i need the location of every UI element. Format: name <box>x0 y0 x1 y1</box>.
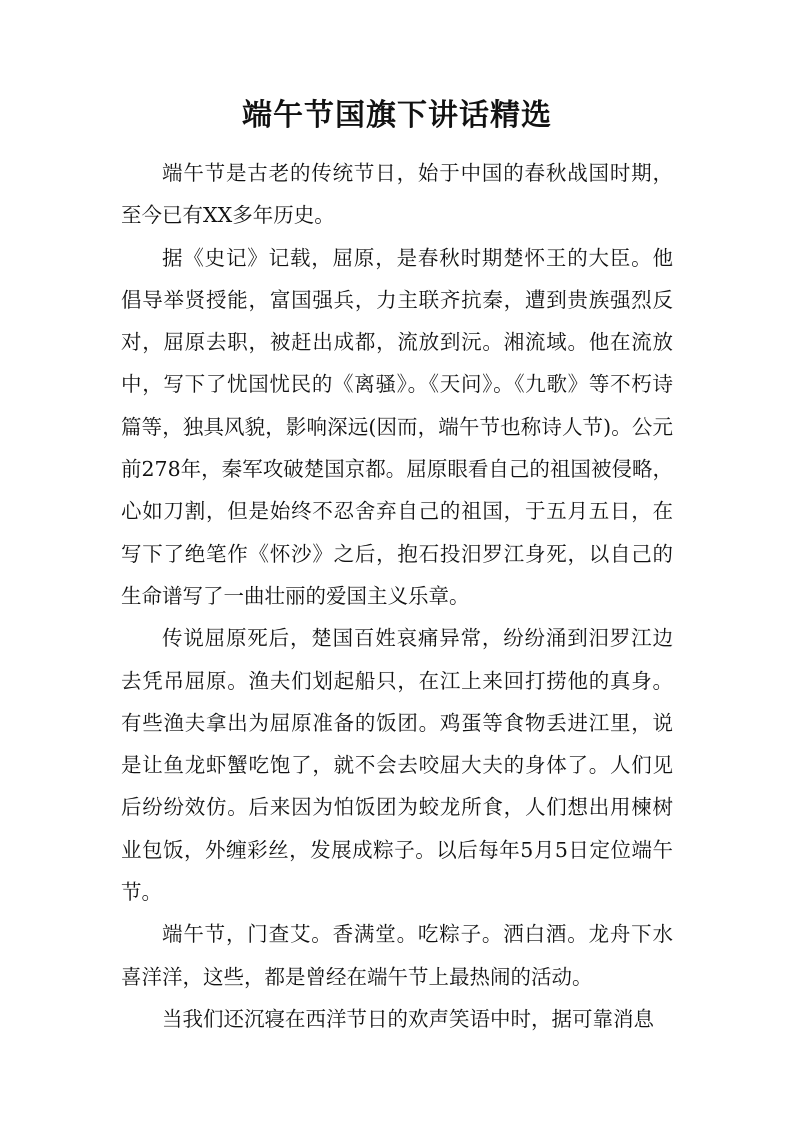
paragraph-legend: 传说屈原死后，楚国百姓哀痛异常，纷纷涌到汨罗江边去凭吊屈原。渔夫们划起船只，在江上来回打捞他的真身。有些渔夫拿出为屈原准备的饭团。鸡蛋等食物丢进江里，说是让鱼龙虾蟹吃饱了，就不会去咬屈大夫的身体了。人们见后纷纷效仿。后来因为怕饭团为蛟龙所食，人们想出用楝树业包饭，外缠彩丝，发展成粽子。以后每年5月5日定位端午节。 <box>121 626 673 905</box>
paragraph-customs: 端午节，门查艾。香满堂。吃粽子。洒白酒。龙舟下水喜洋洋，这些，都是曾经在端午节上最热闹的活动。 <box>121 922 673 989</box>
document-body <box>121 152 673 1040</box>
paragraph-western-holidays: 当我们还沉寝在西洋节日的欢声笑语中时，据可靠消息 <box>162 1006 654 1031</box>
paragraph-origin: 端午节是古老的传统节日，始于中国的春秋战国时期，至今已有XX多年历史。 <box>121 161 673 228</box>
paragraph-quyuan-history: 据《史记》记载，屈原，是春秋时期楚怀王的大臣。他倡导举贤授能，富国强兵，力主联齐抗秦，遭到贵族强烈反对，屈原去职，被赶出成都，流放到沅。湘流域。他在流放中，写下了忧国忧民的《离骚》。《天问》。《九歌》等不朽诗篇等，独具风貌，影响深远(因而，端午节也称诗人节)。公元前278年，秦军攻破楚国京都。屈原眼看自己的祖国被侵略，心如刀割，但是始终不忍舍弃自己的祖国，于五月五日，在写下了绝笔作《怀沙》之后，抱石投汨罗江身死，以自己的生命谱写了一曲壮丽的爱国主义乐章。 <box>121 245 673 608</box>
document-title: 端午节国旗下讲话精选 <box>242 98 552 133</box>
